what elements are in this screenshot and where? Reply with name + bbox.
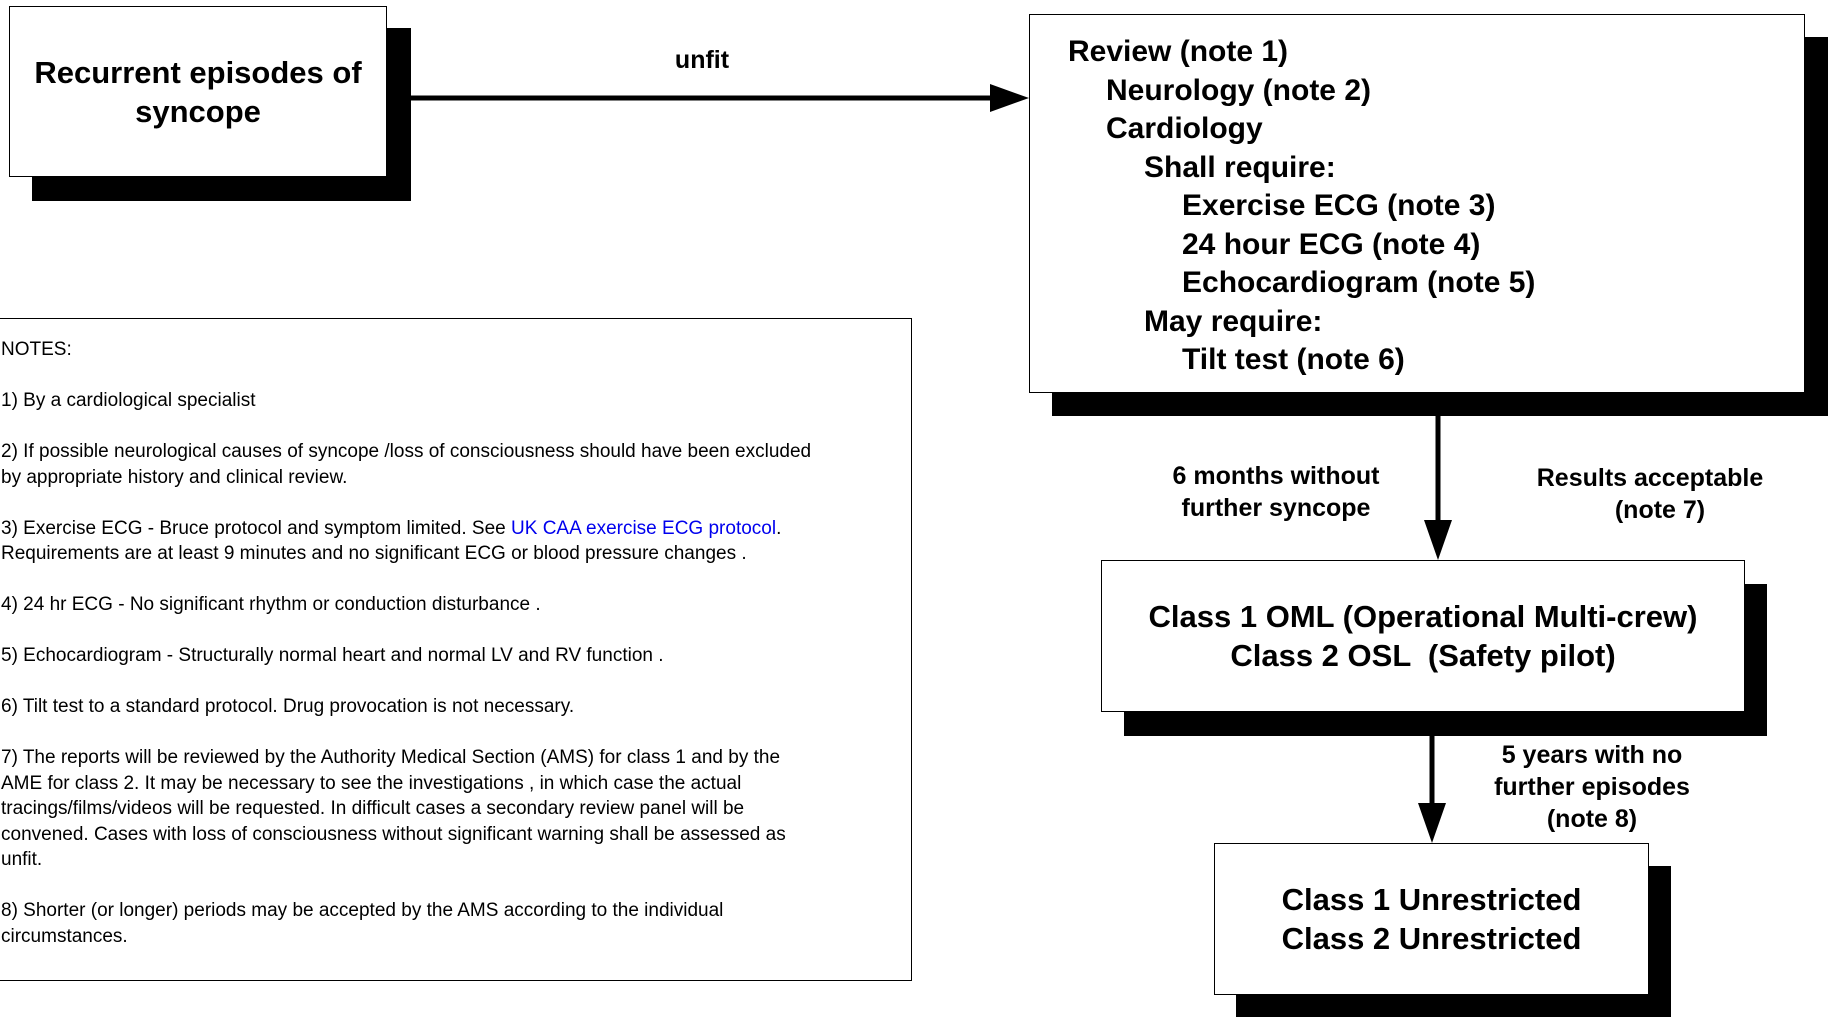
start-line-1: Recurrent episodes of xyxy=(34,54,362,90)
review-line-tilt-test: Tilt test (note 6) xyxy=(1182,343,1405,376)
arrow-unfit-head xyxy=(990,84,1029,112)
notes-heading: NOTES: xyxy=(1,339,72,360)
oml-line-1: Class 1 OML (Operational Multi-crew) xyxy=(1148,599,1698,634)
note-7-line-1: 7) The reports will be reviewed by the Authority Medical Section (AMS) for class 1 and by the xyxy=(1,747,781,768)
review-line-24h-ecg: 24 hour ECG (note 4) xyxy=(1182,227,1481,261)
note-5-text: 5) Echocardiogram - Structurally normal heart and normal LV and RV function . xyxy=(1,645,664,666)
note-8 xyxy=(1,898,911,949)
edge-label-five-years-line-3: (note 8) xyxy=(1546,805,1638,833)
exercise-ecg-protocol-link[interactable]: UK CAA exercise ECG protocol xyxy=(511,517,777,539)
notes-box xyxy=(0,318,912,981)
edge-label-results-line-1: Results acceptable xyxy=(1536,464,1764,492)
note-7 xyxy=(1,745,911,873)
note-3-line-1-pre: 3) Exercise ECG - Bruce protocol and symptom limited. See xyxy=(1,517,512,539)
edge-label-six-months xyxy=(1126,460,1426,524)
note-1-text: 1) By a cardiological specialist xyxy=(1,390,256,411)
note-7-line-2: AME for class 2. It may be necessary to see the investigations , in which case the actual xyxy=(1,772,742,794)
note-1 xyxy=(1,388,911,414)
review-line-neurology: Neurology (note 2) xyxy=(1106,73,1372,107)
unrestricted-line-2: Class 2 Unrestricted xyxy=(1281,921,1582,956)
note-3-line-2: Requirements are at least 9 minutes and no significant ECG or blood pressure changes . xyxy=(1,543,747,564)
note-4 xyxy=(1,592,911,618)
review-line-exercise-ecg: Exercise ECG (note 3) xyxy=(1182,189,1496,222)
note-7-line-5: unfit. xyxy=(1,849,43,870)
note-8-line-2: circumstances. xyxy=(1,925,128,947)
edge-label-five-years xyxy=(1442,739,1742,835)
note-6-text: 6) Tilt test to a standard protocol. Drug provocation is not necessary. xyxy=(1,696,575,717)
review-line-echocardiogram: Echocardiogram (note 5) xyxy=(1182,266,1536,299)
edge-label-six-months-line-2: further syncope xyxy=(1181,494,1371,522)
oml-line-2: Class 2 OSL (Safety pilot) xyxy=(1230,638,1616,673)
review-line-review: Review (note 1) xyxy=(1068,35,1289,68)
edge-label-five-years-line-2: further episodes xyxy=(1494,773,1690,801)
note-4-text: 4) 24 hr ECG - No significant rhythm or conduction disturbance . xyxy=(1,594,541,615)
note-2 xyxy=(1,439,911,490)
note-6 xyxy=(1,694,911,720)
edge-label-unfit: unfit xyxy=(674,46,730,74)
review-line-cardiology: Cardiology xyxy=(1106,112,1263,145)
review-line-shall-require: Shall require: xyxy=(1144,150,1336,184)
note-2-line-2: by appropriate history and clinical review. xyxy=(1,466,348,488)
unrestricted-line-1: Class 1 Unrestricted xyxy=(1281,882,1582,917)
note-3 xyxy=(1,516,911,567)
note-5 xyxy=(1,643,911,669)
start-line-2: syncope xyxy=(135,93,261,129)
edge-label-six-months-line-1: 6 months without xyxy=(1172,462,1380,490)
note-2-line-1: 2) If possible neurological causes of syncope /loss of consciousness should have been excluded xyxy=(1,441,812,462)
edge-label-results-acceptable xyxy=(1500,462,1800,526)
note-7-line-3: tracings/films/videos will be requested. In difficult cases a secondary review panel will be xyxy=(1,798,745,819)
arrow-review-to-oml-head xyxy=(1424,520,1452,560)
note-3-line-1-post: . xyxy=(776,517,782,539)
note-8-line-1: 8) Shorter (or longer) periods may be accepted by the AMS according to the individual xyxy=(1,900,724,921)
edge-label-results-line-2: (note 7) xyxy=(1614,496,1706,524)
edge-label-five-years-line-1: 5 years with no xyxy=(1501,741,1683,769)
review-line-may-require: May require: xyxy=(1144,304,1323,338)
note-7-line-4: convened. Cases with loss of consciousness without significant warning shall be assessed as xyxy=(1,823,786,845)
